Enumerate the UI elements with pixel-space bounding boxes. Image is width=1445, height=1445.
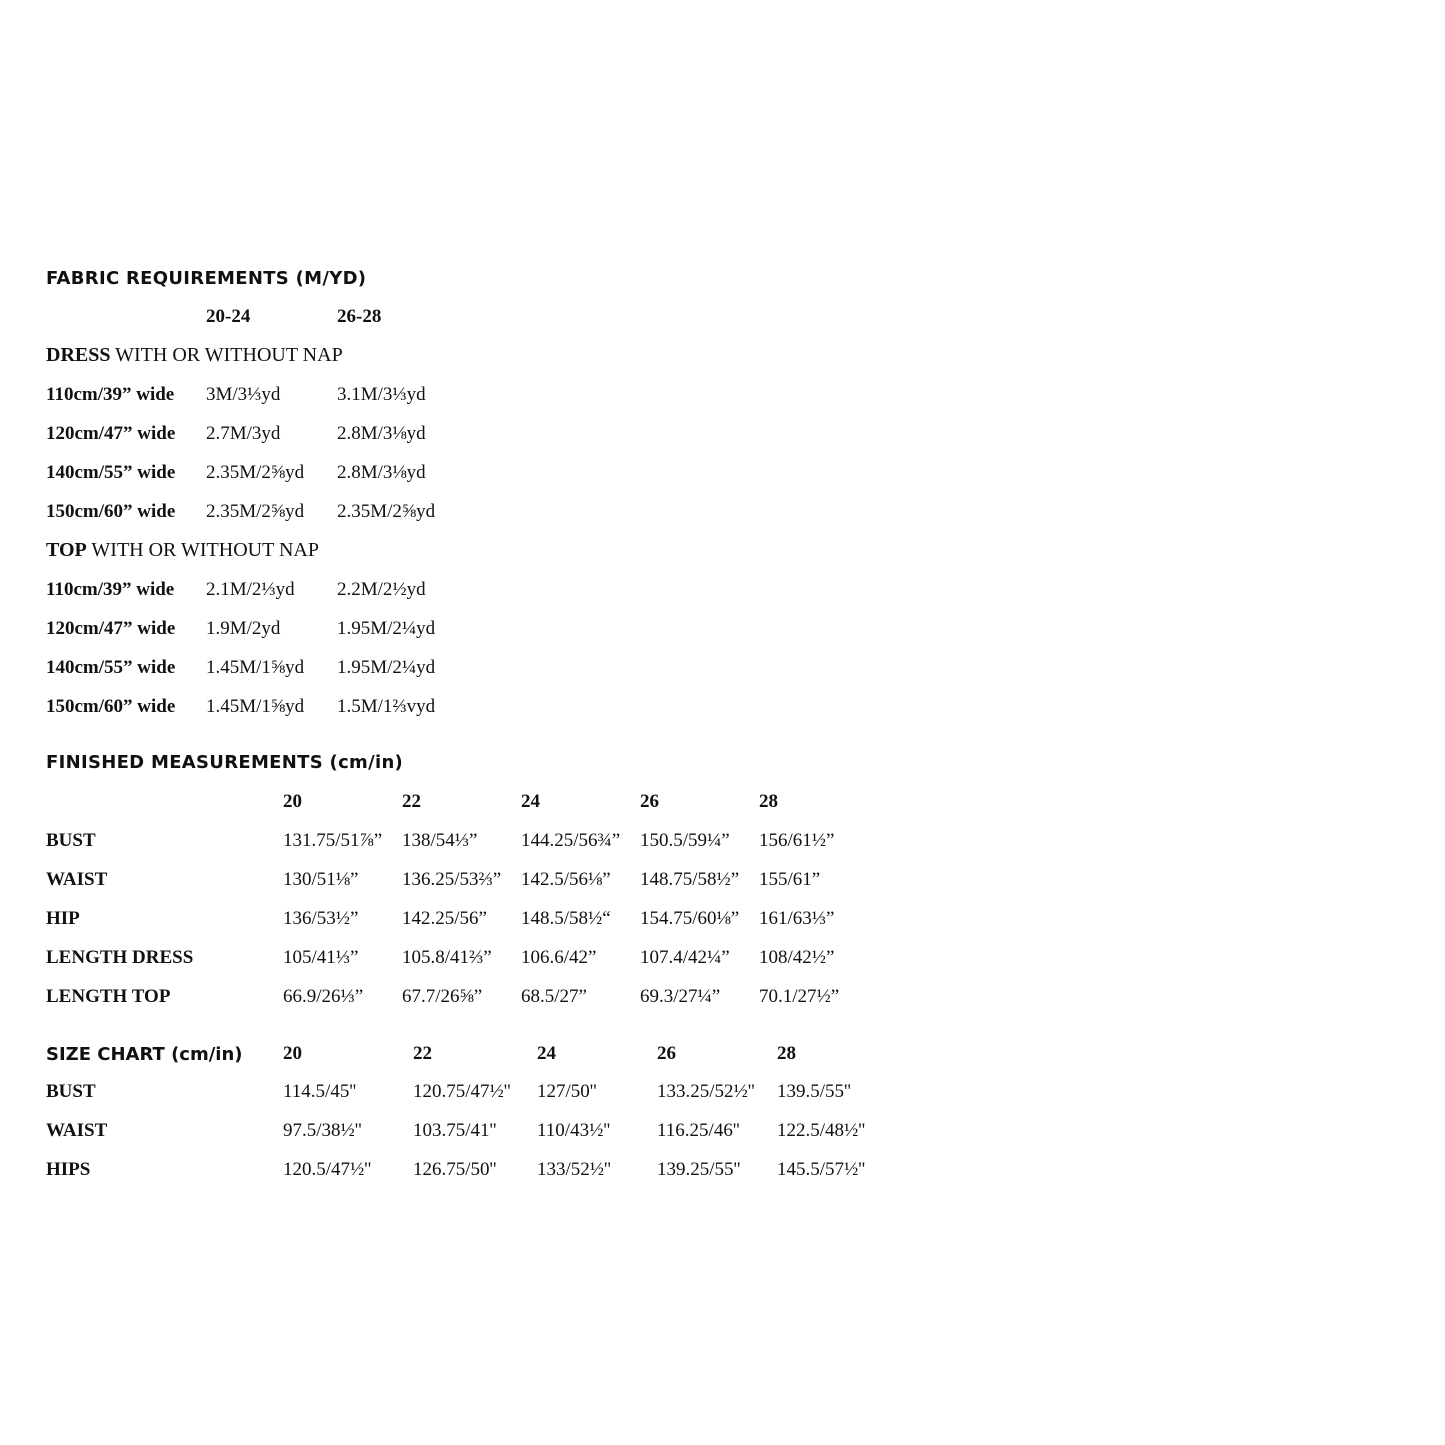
dress-fabric-row — [0, 501, 1445, 531]
top-section-title — [46, 539, 319, 562]
measurement-value: 144.25/56¾” — [521, 830, 621, 851]
size-header: 24 — [521, 791, 540, 812]
fabric-amount: 2.35M/2⅝yd — [206, 462, 305, 483]
size-chart-row-hips — [0, 1159, 1445, 1189]
finished-measurements-heading: FINISHED MEASUREMENTS (cm/in) — [46, 752, 404, 773]
measurement-label: WAIST — [46, 869, 108, 890]
measurement-label: BUST — [46, 830, 96, 851]
finished-size-header-row — [0, 791, 1445, 821]
measurement-value: 122.5/48½'' — [777, 1120, 866, 1141]
measurement-value: 127/50'' — [537, 1081, 597, 1102]
size-header: 28 — [777, 1043, 796, 1064]
finished-row-hip — [0, 908, 1445, 938]
fabric-amount: 2.2M/2½yd — [337, 579, 426, 600]
fabric-amount: 1.45M/1⅝yd — [206, 657, 305, 678]
measurement-value: 130/51⅛” — [283, 869, 359, 890]
fabric-width-label: 140cm/55” wide — [46, 657, 176, 678]
measurement-value: 66.9/26⅓” — [283, 986, 364, 1007]
measurement-value: 154.75/60⅛” — [640, 908, 740, 929]
measurement-value: 97.5/38½'' — [283, 1120, 362, 1141]
dress-fabric-row — [0, 384, 1445, 414]
size-header: 22 — [402, 791, 421, 812]
measurement-value: 69.3/27¼” — [640, 986, 721, 1007]
measurement-value: 116.25/46'' — [657, 1120, 740, 1141]
fabric-width-label: 110cm/39” wide — [46, 579, 175, 600]
size-header: 26 — [657, 1043, 676, 1064]
size-header: 20 — [283, 791, 302, 812]
measurement-value: 136/53½” — [283, 908, 359, 929]
measurement-value: 145.5/57½'' — [777, 1159, 866, 1180]
measurement-label: HIPS — [46, 1159, 91, 1180]
measurement-value: 108/42½” — [759, 947, 835, 968]
measurement-value: 139.5/55'' — [777, 1081, 851, 1102]
fabric-col-header: 20-24 — [206, 306, 251, 327]
measurement-value: 68.5/27” — [521, 986, 587, 1007]
measurement-value: 120.75/47½'' — [413, 1081, 511, 1102]
dress-title-bold: DRESS — [46, 344, 111, 366]
measurement-value: 120.5/47½'' — [283, 1159, 372, 1180]
measurement-value: 106.6/42” — [521, 947, 597, 968]
size-header: 20 — [283, 1043, 302, 1064]
fabric-width-label: 150cm/60” wide — [46, 501, 176, 522]
dress-fabric-row — [0, 462, 1445, 492]
fabric-amount: 2.8M/3⅛yd — [337, 462, 426, 483]
measurement-label: BUST — [46, 1081, 96, 1102]
finished-row-bust — [0, 830, 1445, 860]
measurement-value: 131.75/51⅞” — [283, 830, 383, 851]
measurement-value: 142.5/56⅛” — [521, 869, 611, 890]
measurement-value: 105.8/41⅔” — [402, 947, 492, 968]
finished-row-waist — [0, 869, 1445, 899]
measurement-value: 110/43½'' — [537, 1120, 611, 1141]
measurement-value: 161/63⅓” — [759, 908, 835, 929]
measurement-value: 155/61” — [759, 869, 821, 890]
measurement-value: 103.75/41'' — [413, 1120, 497, 1141]
measurement-value: 150.5/59¼” — [640, 830, 730, 851]
fabric-amount: 3.1M/3⅓yd — [337, 384, 426, 405]
measurement-value: 105/41⅓” — [283, 947, 359, 968]
top-fabric-row — [0, 696, 1445, 726]
fabric-col-header: 26-28 — [337, 306, 382, 327]
measurement-value: 138/54⅓” — [402, 830, 478, 851]
fabric-amount: 1.95M/2¼yd — [337, 657, 436, 678]
dress-section-title — [46, 344, 343, 367]
finished-row-length-top — [0, 986, 1445, 1016]
fabric-amount: 1.95M/2¼yd — [337, 618, 436, 639]
fabric-width-label: 140cm/55” wide — [46, 462, 176, 483]
measurement-value: 136.25/53⅔” — [402, 869, 502, 890]
measurement-value: 133.25/52½'' — [657, 1081, 755, 1102]
fabric-amount: 2.35M/2⅝yd — [206, 501, 305, 522]
top-fabric-row — [0, 657, 1445, 687]
size-chart-row-bust — [0, 1081, 1445, 1111]
dress-fabric-row — [0, 423, 1445, 453]
size-chart-heading: SIZE CHART (cm/in) — [46, 1044, 243, 1065]
measurement-value: 114.5/45'' — [283, 1081, 357, 1102]
size-chart-row-waist — [0, 1120, 1445, 1150]
measurement-value: 139.25/55'' — [657, 1159, 741, 1180]
fabric-requirements-heading: FABRIC REQUIREMENTS (M/YD) — [46, 268, 367, 289]
size-header: 22 — [413, 1043, 432, 1064]
measurement-label: HIP — [46, 908, 80, 929]
measurement-value: 67.7/26⅝” — [402, 986, 483, 1007]
measurement-label: LENGTH DRESS — [46, 947, 194, 968]
fabric-width-label: 120cm/47” wide — [46, 618, 176, 639]
fabric-amount: 2.8M/3⅛yd — [337, 423, 426, 444]
fabric-amount: 1.9M/2yd — [206, 618, 281, 639]
size-chart-header-row — [0, 1043, 1445, 1073]
fabric-amount: 2.7M/3yd — [206, 423, 281, 444]
measurement-value: 126.75/50'' — [413, 1159, 497, 1180]
measurement-value: 148.75/58½” — [640, 869, 740, 890]
measurement-value: 70.1/27½” — [759, 986, 840, 1007]
dress-title-rest: WITH OR WITHOUT NAP — [110, 344, 343, 366]
measurement-value: 148.5/58½“ — [521, 908, 611, 929]
fabric-amount: 3M/3⅓yd — [206, 384, 281, 405]
fabric-amount: 1.5M/1⅔vyd — [337, 696, 436, 717]
measurement-value: 107.4/42¼” — [640, 947, 730, 968]
size-header: 24 — [537, 1043, 556, 1064]
fabric-width-label: 150cm/60” wide — [46, 696, 176, 717]
measurement-label: WAIST — [46, 1120, 108, 1141]
fabric-width-label: 120cm/47” wide — [46, 423, 176, 444]
measurement-value: 142.25/56” — [402, 908, 487, 929]
fabric-size-header-row — [0, 306, 1445, 336]
size-header: 28 — [759, 791, 778, 812]
fabric-amount: 1.45M/1⅝yd — [206, 696, 305, 717]
fabric-width-label: 110cm/39” wide — [46, 384, 175, 405]
size-header: 26 — [640, 791, 659, 812]
fabric-amount: 2.1M/2⅓yd — [206, 579, 295, 600]
measurement-label: LENGTH TOP — [46, 986, 171, 1007]
top-fabric-row — [0, 579, 1445, 609]
top-title-bold: TOP — [46, 539, 87, 561]
finished-row-length-dress — [0, 947, 1445, 977]
top-fabric-row — [0, 618, 1445, 648]
measurement-value: 156/61½” — [759, 830, 835, 851]
fabric-amount: 2.35M/2⅝yd — [337, 501, 436, 522]
top-title-rest: WITH OR WITHOUT NAP — [86, 539, 319, 561]
measurement-value: 133/52½'' — [537, 1159, 611, 1180]
